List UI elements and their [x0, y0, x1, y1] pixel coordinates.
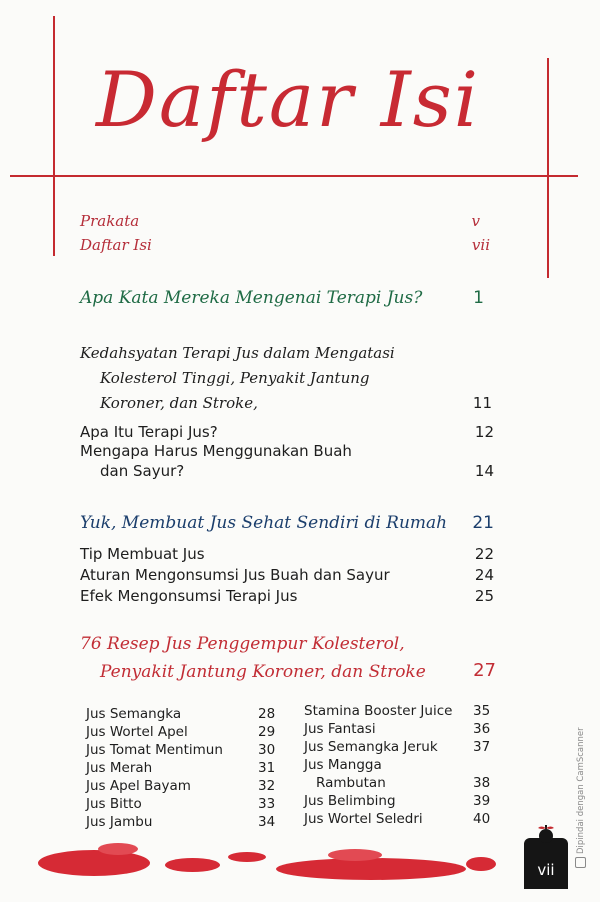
recipe-jus-wortel-seledri: Jus Wortel Seledri	[304, 811, 423, 827]
recipe-jus-semangka: Jus Semangka	[86, 706, 182, 722]
section-aturan: Aturan Mengonsumsi Jus Buah dan Sayur	[80, 566, 390, 584]
fruit-icon	[535, 824, 557, 846]
recipe-jus-wortel-apel: Jus Wortel Apel	[86, 724, 188, 740]
page-number: vii	[537, 861, 555, 879]
section-mengapa-line-2: dan Sayur?	[100, 462, 185, 480]
chapter-1-page: 1	[473, 288, 484, 308]
chapter-3-page: 21	[472, 513, 494, 533]
header-underline	[10, 175, 578, 177]
section-aturan-page: 24	[474, 566, 494, 584]
section-apa-itu: Apa Itu Terapi Jus?	[80, 423, 218, 441]
recipe-jus-tomat-mentimun: Jus Tomat Mentimun	[86, 742, 223, 758]
watermark-text: Dipindai dengan CamScanner	[576, 727, 586, 854]
recipe-jus-tomat-mentimun-page: 30	[258, 742, 276, 758]
recipe-jus-belimbing: Jus Belimbing	[304, 793, 396, 809]
recipe-jus-mangga-line-2: Rambutan	[316, 775, 386, 791]
section-tip: Tip Membuat Jus	[80, 545, 205, 563]
recipe-jus-apel-bayam: Jus Apel Bayam	[86, 778, 191, 794]
section-apa-itu-page: 12	[474, 423, 494, 441]
section-efek: Efek Mengonsumsi Terapi Jus	[80, 587, 298, 605]
recipe-jus-bitto-page: 33	[258, 796, 276, 812]
recipe-jus-semangka-jeruk-page: 37	[473, 739, 491, 755]
chapter-4-title-line-2: Penyakit Jantung Koroner, dan Stroke	[100, 662, 426, 682]
chapter-2-title-line-3: Koroner, dan Stroke,	[100, 394, 258, 412]
recipe-jus-semangka-jeruk: Jus Semangka Jeruk	[304, 739, 438, 755]
toc-entry-daftar-isi: Daftar Isi	[80, 236, 152, 254]
recipe-jus-wortel-seledri-page: 40	[473, 811, 491, 827]
toc-page-prakata: v	[471, 212, 480, 230]
chapter-4-title-line-1: 76 Resep Jus Penggempur Kolesterol,	[80, 634, 405, 654]
camscanner-icon	[575, 857, 586, 868]
recipe-jus-bitto: Jus Bitto	[86, 796, 142, 812]
toc-page-daftar-isi: vii	[471, 236, 490, 254]
chapter-4-page: 27	[473, 660, 496, 681]
recipe-jus-mangga-page: 38	[473, 775, 491, 791]
chapter-3-title: Yuk, Membuat Jus Sehat Sendiri di Rumah	[80, 513, 448, 533]
recipe-jus-semangka-page: 28	[258, 706, 276, 722]
section-tip-page: 22	[474, 545, 494, 563]
recipe-jus-mangga-line-1: Jus Mangga	[304, 757, 382, 773]
recipe-jus-jambu-page: 34	[258, 814, 276, 830]
page-number-badge	[524, 838, 568, 889]
recipe-jus-belimbing-page: 39	[473, 793, 491, 809]
section-mengapa-page: 14	[474, 462, 494, 480]
recipe-stamina-booster-page: 35	[473, 703, 491, 719]
right-border-line	[547, 58, 549, 278]
recipe-jus-merah: Jus Merah	[86, 760, 153, 776]
recipe-jus-merah-page: 31	[258, 760, 276, 776]
toc-entry-prakata: Prakata	[80, 212, 140, 230]
recipe-jus-fantasi-page: 36	[473, 721, 491, 737]
chapter-2-page: 11	[472, 394, 492, 412]
section-efek-page: 25	[474, 587, 494, 605]
page-title: Daftar Isi	[96, 55, 481, 144]
left-border-line	[53, 16, 55, 256]
recipe-jus-fantasi: Jus Fantasi	[304, 721, 376, 737]
recipe-jus-jambu: Jus Jambu	[86, 814, 153, 830]
chapter-2-title-line-2: Kolesterol Tinggi, Penyakit Jantung	[100, 369, 370, 387]
section-mengapa-line-1: Mengapa Harus Menggunakan Buah	[80, 442, 352, 460]
recipe-jus-apel-bayam-page: 32	[258, 778, 276, 794]
recipe-stamina-booster: Stamina Booster Juice	[304, 703, 453, 719]
chapter-2-title-line-1: Kedahsyatan Terapi Jus dalam Mengatasi	[80, 344, 395, 362]
scanner-watermark	[575, 727, 586, 868]
chapter-1-title: Apa Kata Mereka Mengenai Terapi Jus?	[80, 288, 423, 308]
recipe-jus-wortel-apel-page: 29	[258, 724, 276, 740]
